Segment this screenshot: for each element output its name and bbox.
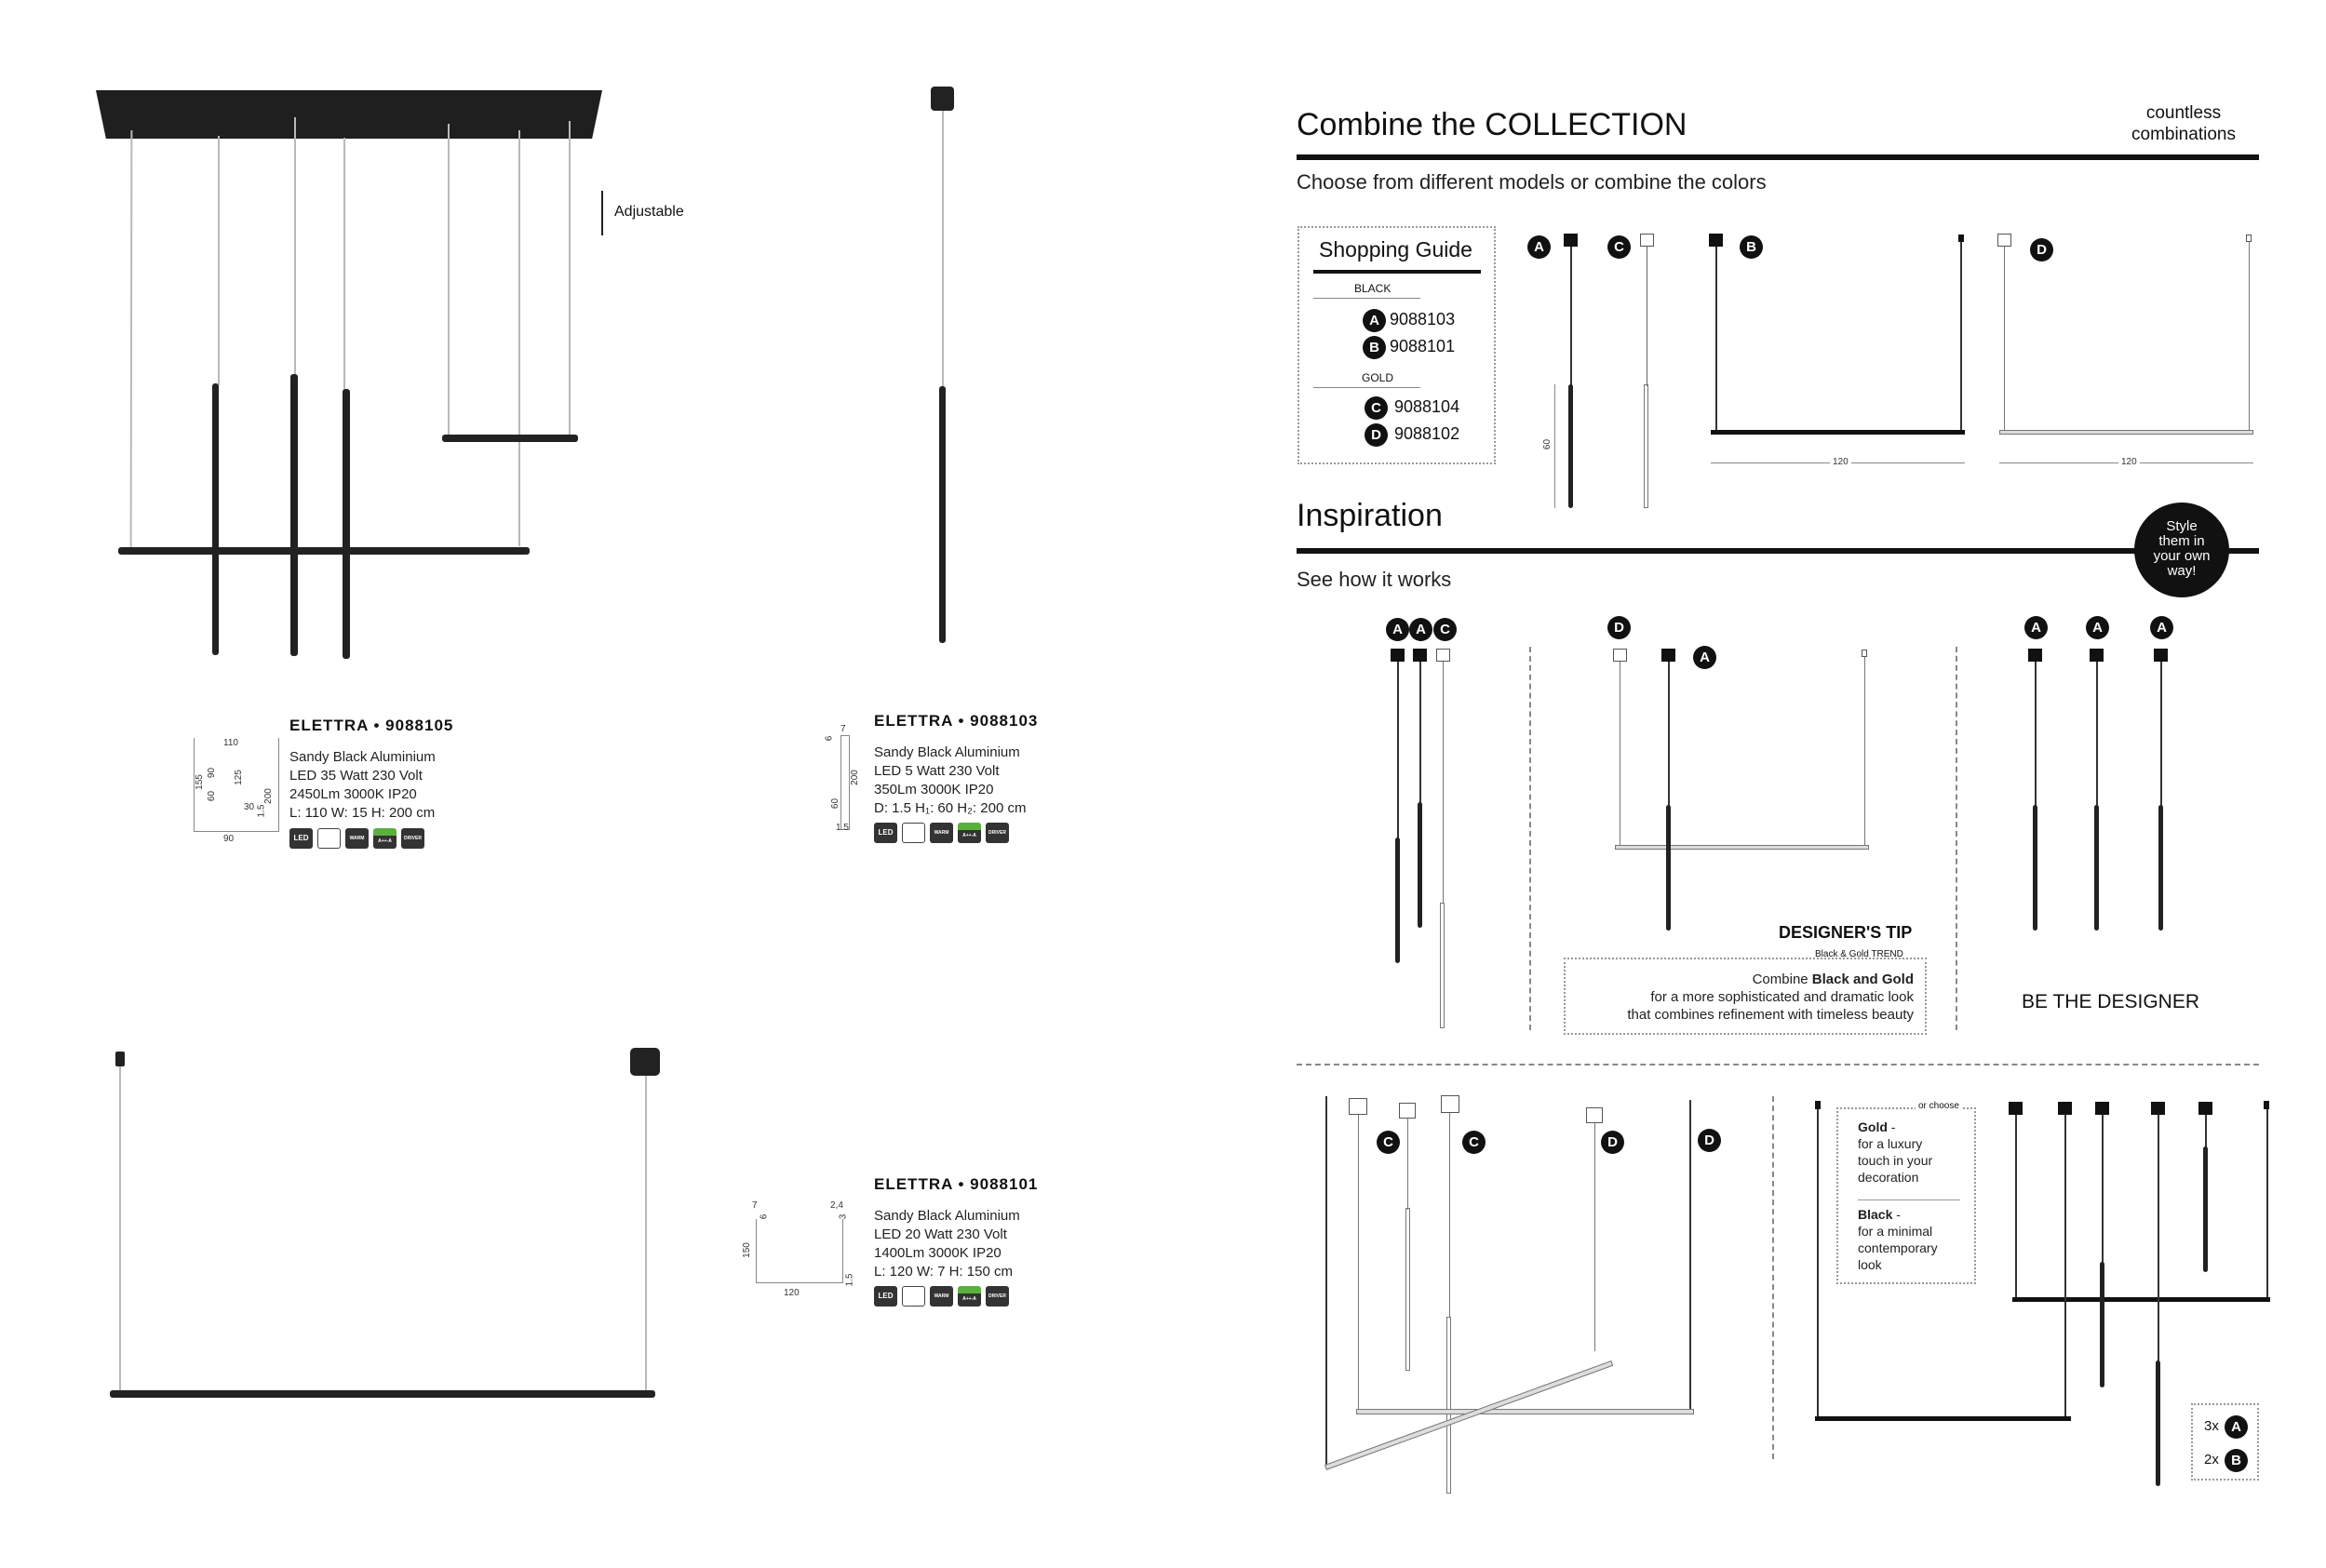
model-b-canopy: [1709, 234, 1723, 247]
driver-included-icon: DRIVER INCL.: [986, 1286, 1009, 1307]
driver-included-icon: DRIVER INCL.: [986, 823, 1009, 843]
vertical-bar: [939, 386, 946, 643]
vertical-bar: [212, 383, 219, 655]
driver-included-icon: DRIVER INCL.: [401, 828, 424, 849]
model-b-bar: [1711, 430, 1965, 435]
badge-d: D: [1607, 616, 1631, 639]
vertical-bar: [343, 389, 350, 659]
badge-c: C: [1462, 1131, 1486, 1154]
model-d-canopy: [1997, 234, 2011, 247]
model-d-badge: D: [2030, 238, 2053, 261]
section-rule: [1297, 154, 2259, 160]
product-title-9088105: ELETTRA • 9088105: [289, 717, 454, 734]
vertical-bar: [290, 374, 298, 656]
code-b: 9088101: [1390, 337, 1456, 355]
shopping-guide-rule: [1313, 270, 1481, 274]
shopping-guide-title: Shopping Guide: [1319, 237, 1472, 261]
gold-label: GOLD: [1362, 371, 1394, 384]
model-a-bar: [1568, 384, 1573, 508]
dimension-drawing-9088103: [840, 735, 850, 830]
dotted-divider: [1772, 1096, 1774, 1459]
horizontal-bar: [118, 547, 530, 555]
badge-c: C: [1365, 396, 1388, 420]
code-d: 9088102: [1394, 424, 1460, 443]
model-c-badge: C: [1607, 235, 1631, 259]
collection-title: Combine the COLLECTION: [1297, 107, 1687, 142]
dotted-divider: [1297, 1064, 2259, 1065]
style-bubble: Style them in your own way!: [2134, 503, 2229, 597]
horizontal-bar: [110, 1390, 655, 1398]
led-icon: LED: [289, 828, 313, 849]
led-icon: LED: [874, 823, 897, 843]
or-choose-label: or choose: [1916, 1101, 1962, 1111]
warm-white-icon: WARM WHITE: [930, 1286, 953, 1307]
or-choose-gold: Gold - for a luxury touch in your decoration: [1858, 1119, 1933, 1185]
warm-white-icon: WARM WHITE: [930, 823, 953, 843]
be-the-designer: BE THE DESIGNER: [2022, 991, 2199, 1012]
energy-class-icon: A++-A: [958, 823, 981, 843]
model-c-canopy: [1640, 234, 1654, 247]
section-rule: [1297, 548, 2259, 554]
feature-icons: [289, 828, 438, 862]
code-a: 9088103: [1390, 310, 1456, 328]
product-specs: Sandy Black Aluminium LED 20 Watt 230 Volt 1400Lm 3000K IP20 L: 120 W: 7 H: 150 cm: [874, 1208, 1020, 1280]
inspiration-subtitle: See how it works: [1297, 568, 1452, 591]
collection-subtitle: Choose from different models or combine the colors: [1297, 170, 1767, 194]
dimmer-icon: [902, 823, 925, 843]
suspension-wire: [942, 111, 944, 390]
suspension-wire: [343, 138, 345, 389]
suspension-wire: [645, 1076, 647, 1392]
designers-tip-sub: Black & Gold TREND: [1815, 949, 1903, 959]
badge-a: A: [2086, 616, 2109, 639]
qty-b: 2x: [2204, 1452, 2219, 1467]
badge-a: A: [2150, 616, 2173, 639]
dimmer-icon: [902, 1286, 925, 1307]
warm-white-icon: WARM WHITE: [345, 828, 369, 849]
energy-class-icon: A++-A: [373, 828, 397, 849]
designers-tip-text: Combine Black and Gold for a more sophisticated and dramatic look that combines refinement with timeless beauty: [1627, 972, 1914, 1023]
feature-icons: [874, 823, 1023, 856]
model-b-badge: B: [1740, 235, 1763, 259]
qty-a: 3x: [2204, 1418, 2219, 1434]
dotted-divider: [1956, 647, 1957, 1030]
dimension-drawing-9088101: [756, 1219, 843, 1283]
canopy-9088103: [931, 87, 954, 111]
dotted-divider: [1529, 647, 1531, 1030]
product-title-9088103: ELETTRA • 9088103: [874, 712, 1039, 730]
suspension-wire: [119, 1066, 121, 1392]
suspension-wire: [294, 117, 296, 376]
canopy-9088101: [630, 1048, 660, 1076]
suspension-wire: [518, 130, 520, 546]
badge-a: A: [2024, 616, 2048, 639]
badge-a: A: [1693, 646, 1716, 669]
suspension-wire: [569, 121, 571, 437]
badge-d: D: [1601, 1131, 1624, 1154]
designers-tip-title: DESIGNER'S TIP: [1779, 923, 1913, 942]
model-c-bar: [1644, 384, 1648, 508]
adjustable-arrow-icon: [601, 191, 603, 235]
model-a-canopy: [1564, 234, 1578, 247]
badge-d: D: [1698, 1129, 1721, 1152]
model-a-badge: A: [1527, 235, 1551, 259]
energy-class-icon: A++-A: [958, 1286, 981, 1307]
code-c: 9088104: [1394, 397, 1460, 416]
product-specs: Sandy Black Aluminium LED 35 Watt 230 Volt 2450Lm 3000K IP20 L: 110 W: 15 H: 200 cm: [289, 749, 436, 821]
model-a-wire: [1570, 247, 1572, 386]
canopy-small: [115, 1052, 125, 1066]
black-label: BLACK: [1354, 282, 1392, 295]
badge-a: A: [1409, 618, 1432, 641]
inspiration-title: Inspiration: [1297, 498, 1443, 533]
product-title-9088101: ELETTRA • 9088101: [874, 1175, 1039, 1193]
feature-icons: [874, 1286, 1023, 1320]
suspension-wire: [130, 130, 133, 552]
dimmer-icon: [317, 828, 341, 849]
or-choose-black: Black - for a minimal contemporary look: [1858, 1207, 1938, 1272]
suspension-wire: [448, 124, 450, 435]
suspension-wire: [218, 136, 220, 385]
qty-b-badge: B: [2225, 1449, 2248, 1472]
badge-c: C: [1433, 618, 1457, 641]
adjustable-label: Adjustable: [614, 204, 684, 220]
quantity-box: [2191, 1403, 2259, 1481]
canopy-9088105: [96, 90, 602, 139]
badge-d: D: [1365, 423, 1388, 447]
badge-a: A: [1363, 309, 1386, 332]
countless-combinations: countless combinations: [2131, 103, 2236, 144]
badge-b: B: [1363, 336, 1386, 359]
led-icon: LED: [874, 1286, 897, 1307]
qty-a-badge: A: [2225, 1415, 2248, 1439]
horizontal-bar: [442, 435, 578, 442]
model-d-bar: [1999, 430, 2253, 435]
badge-c: C: [1377, 1131, 1400, 1154]
badge-a: A: [1386, 618, 1409, 641]
product-specs: Sandy Black Aluminium LED 5 Watt 230 Volt 350Lm 3000K IP20 D: 1.5 H₁: 60 H₂: 200 cm: [874, 744, 1027, 816]
